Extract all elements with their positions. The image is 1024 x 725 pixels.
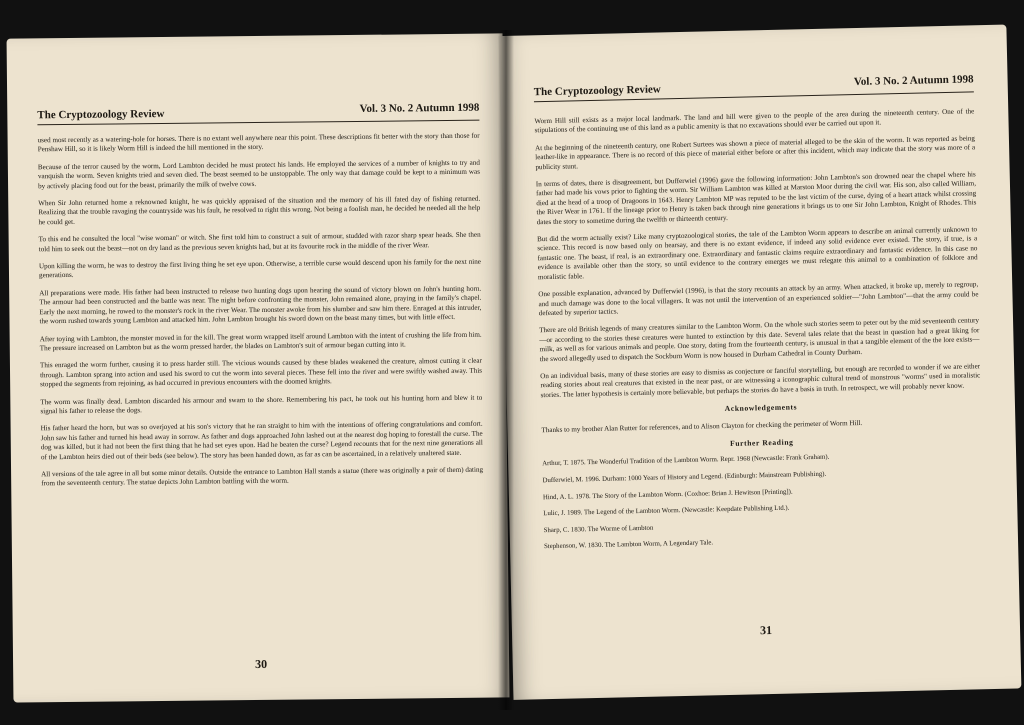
paragraph: When Sir John returned home a reknowned knight, he was quickly appraised of the situation and the memory of his ill fated day of fishing returned. Realizing that the trouble ravaging the countryside was his fault, he resolved to right this wrong. Not being a foolish man, he decided he needed all the help he could get. — [38, 194, 481, 227]
page-body — [38, 132, 484, 497]
running-header — [37, 98, 479, 126]
journal-title: The Cryptozoology Review — [37, 107, 165, 122]
reference-item: Dufferwiel, M. 1996. Durham: 1000 Years of History and Legend. (Edinburgh: Mainstream Publishing). — [542, 470, 827, 485]
paragraph: To this end he consulted the local "wise woman" or witch. She first told him to construct a suit of armour, studded with razor sharp spear heads. She then told him to seek out the beast—not on dry land as the previous seven knights had, but at its favourite rock in the middle of the river Wear. — [38, 230, 481, 253]
issue-label: Vol. 3 No. 2 Autumn 1998 — [359, 101, 480, 115]
reference-item: Stephenson, W. 1830. The Lambton Worm, A Legendary Tale. — [543, 539, 714, 551]
page-number: 30 — [255, 656, 268, 672]
left-page — [7, 33, 510, 702]
paragraph: But did the worm actually exist? Like many cryptozoological stories, the tale of the Lambton Worm appears to describe an animal currently unknown to science. This record is now based only on hearsay, and there is no extant evidence, if indeed any solid evidence ever existed. The story, if true, is a fantastic one. The beast, if real, is an extraordinary one. Extraordinary and fantastic claims require extraordinary and fantastic evidence. In this case no evidence is available other than the story, so until evidence to the contrary emerges we must relegate this animal to a combination of folklore and moralistic fable. — [536, 225, 978, 281]
reference-item: Lulic, J. 1989. The Legend of the Lambton Worm. (Newcastle: Keepdate Publishing Ltd.). — [543, 504, 790, 518]
acknowledgements-text: Thanks to my brother Alan Rutter for references, and to Alison Clayton for checking the perimeter of Worm Hill. — [541, 418, 863, 434]
reference-item: Arthur, T. 1875. The Wonderful Tradition of the Lambton Worm. Repr. 1968 (Newcastle: Frank Graham). — [542, 454, 830, 468]
right-page — [498, 25, 1021, 700]
paragraph: Because of the terror caused by the worm, Lord Lambton decided he must protect his lands. He employed the services of a number of knights to try and vanquish the worm. Seven knights tried and seven died. The beast seemed to be unstoppable. The only way that damage could be kept to a minimum was by actively placing food out for the beast, primarily the milk of twelve cows. — [37, 158, 481, 190]
paragraph: His father heard the horn, but was so overjoyed at his son's victory that he ran straight to him with the intentions of offering congratulations and comfort. John saw his father and turned his head away in sorrow. As father and dogs approached John lashed out at the nearest dog hoping to forestall the curse. The dog was killed, but it had not been the first thing that he had set eyes upon. Had he beaten the curse? Legend recounts that for the next nine generations all of the Lambton heirs died out of their beds (see below). The story has been handed down, as far as can be ascertained, in a relatively unaltered state. — [40, 419, 483, 461]
reference-item: Hind, A. L. 1978. The Story of the Lambton Worm. (Coxhoe: Brian J. Hewitson [Printing]). — [542, 488, 793, 501]
paragraph: At the beginning of the nineteenth century, one Robert Surtees was shown a piece of material alleged to be the skin of the worm. It was reported as being leather-like in appearance. There is no record of this piece of material either before or after this incident, which may indicate that the story was more of a publicity stunt. — [534, 134, 976, 171]
paragraph: This enraged the worm further, causing it to press harder still. The vicious wounds caused by these blades weakened the creature, almost cutting it clear through. Lambton sprang into action and used his sword to cut the worm into several pieces. These fell into the river and were swiftly washed away. This stopped the segments from rejoining, as had occurred in previous encounters with the doomed knights. — [39, 356, 483, 389]
paragraph: All versions of the tale agree in all but some minor details. Outside the entrance to Lambton Hall stands a statue (there was originally a pair of them) dating from the seventeenth century. The statue depicts John Lambton battling with the worm. — [41, 465, 484, 488]
page-body — [534, 107, 984, 560]
acknowledgements-heading: Acknowledgements — [724, 402, 798, 414]
book-gutter — [498, 30, 514, 710]
paragraph: After toying with Lambton, the monster moved in for the kill. The great worm wrapped itself around Lambton with the intent of crushing the life from him. The pressure increased on Lambton but as the worm pressed harder, the blades on Lambton's suit of armour began cutting into it. — [39, 330, 482, 353]
paragraph: The worm was finally dead. Lambton discarded his armour and swam to the shore. Remembering his pact, he took out his hunting horn and blew it to signal his father to release the dogs. — [40, 393, 483, 416]
paragraph: One possible explanation, advanced by Dufferwiel (1996), is that the story recounts an attack by an army. When attacked, it broke up, merely to regroup, and much damage was done to the local villagers. It was not until the intervention of an experienced soldier—"John Lambton"—that the army could be defeated by superior tactics. — [538, 280, 979, 318]
paragraph: There are old British legends of many creatures similar to the Lambton Worm. On the whole such stories seem to peter out by the mid seventeenth century—or according to the stories these creatures were hunted to extinction by this date. Several tales relate that the beast in question had a great liking for milk, as well as for various animals and people. One story, dating from the fourteenth century, is unusual in that a tangible element of the the lore exists—the sword allegedly used to dispatch the Sockburn Worm is now housed in Durham Cathedral in County Durham. — [539, 316, 980, 363]
journal-title: The Cryptozoology Review — [533, 83, 661, 99]
paragraph: In terms of dates, there is disagreement, but Dufferwiel (1996) gave the following information: John Lambton's son drowned near the chapel where his father had made his vows prior to fighting the worm. Sir William Lambton was killed at Marston Moor during the civil war. His son, also called William, died at the head of a troop of Dragoons in 1643. Henry Lambton MP was reputed to be the last victim of the curse, dying of a heart attack whilst crossing the River Wear in 1761. If the lineage prior to Henry is taken back through nine generations it brings us to one Sir John Lambton, Knight of Rhodes. This dates the story to sometime during the twelfth or thirteenth century. — [535, 170, 977, 226]
further-reading-heading: Further Reading — [729, 437, 794, 448]
paragraph: used most recently as a watering-hole for horses. There is no extant well anywhere near this point. These descriptions fit better with the story than those for Penshaw Hill, so it is likely Worm Hill is indeed the hill mentioned in the story. — [37, 131, 480, 154]
paragraph: Upon killing the worm, he was to destroy the first living thing he set eye upon. Otherwise, a terrible curse would descend upon his family for the next nine generations. — [38, 257, 481, 280]
running-header — [533, 69, 973, 102]
paragraph: On an individual basis, many of these stories are easy to dismiss as conjecture or fanciful storytelling, but enough are recorded to wonder if we are either reading stories about real creatures that existed in the near past, or are witnessing a iconographic cultural trend of monstrous "worms" used in moralistic stories. The latter hypothesis is certainly more believable, but perhaps the stories do have a basis in truth. In retrospect, we will probably never know. — [540, 362, 981, 399]
reference-item: Sharp, C. 1830. The Worme of Lambton — [543, 524, 654, 534]
page-number: 31 — [759, 623, 773, 638]
paragraph: Worm Hill still exists as a major local landmark. The land and hill were given to the people of the area during the nineteenth century. One of the stipulations of the continuing use of this land as a public amenity is that no excavations should ever be carried out upon it. — [534, 107, 975, 135]
issue-label: Vol. 3 No. 2 Autumn 1998 — [853, 73, 974, 89]
paragraph: All preparations were made. His father had been instructed to release two hunting dogs upon hearing the sound of victory blown on John's hunting horn. The armour had been constructed and the battle was near. The night before confronting the monster, John remained alone, praying in the family's chapel. Early the next morning, he rowed to the monster's rock in the river Wear. The monster awoke from his slumber and saw him there. Enraged at this intruder, the worm rushed towards young Lambton and attacked him. John Lambton brought his sword down on the beast many times, but with little effect. — [39, 284, 482, 326]
